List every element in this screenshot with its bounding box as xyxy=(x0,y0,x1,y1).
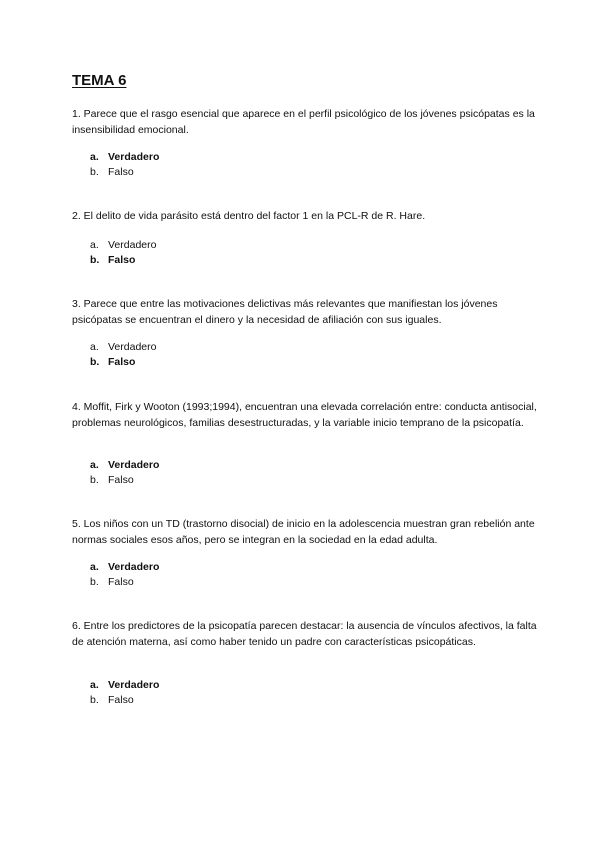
option-a: a. Verdadero xyxy=(90,239,157,251)
question-4-options xyxy=(90,458,159,488)
question-4-text: 4. Moffit, Firk y Wooton (1993;1994), encuentran una elevada correlación entre: conducta antisocial, problemas neurológicos, familias desestructuradas, y la variable inicio temprano de la psicopatía. xyxy=(72,401,537,429)
question-2-options xyxy=(90,238,156,268)
option-a: a. Verdadero xyxy=(90,341,157,353)
question-3-options xyxy=(90,340,156,370)
question-6-text: 6. Entre los predictores de la psicopatía parecen destacar: la ausencia de vínculos afectivos, la falta de atención materna, así como haber tenido un padre con características psicopáticas. xyxy=(72,620,537,648)
option-a: a. Verdadero xyxy=(90,151,160,163)
option-a: a. Verdadero xyxy=(90,679,160,691)
option-b: b. Falso xyxy=(90,576,134,588)
option-b: b. Falso xyxy=(90,474,134,486)
option-b: b. Falso xyxy=(90,694,134,706)
option-a: a. Verdadero xyxy=(90,561,160,573)
question-1-options xyxy=(90,150,159,180)
question-1-text: 1. Parece que el rasgo esencial que aparece en el perfil psicológico de los jóvenes psicópatas es la insensibilidad emocional. xyxy=(72,108,535,136)
question-6-options xyxy=(90,678,159,708)
option-a: a. Verdadero xyxy=(90,459,160,471)
option-b: b. Falso xyxy=(90,166,134,178)
question-3-text: 3. Parece que entre las motivaciones delictivas más relevantes que manifiestan los jóvenes psicópatas se encuentran el dinero y la necesidad de afiliación con sus iguales. xyxy=(72,298,498,326)
option-b: b. Falso xyxy=(90,356,136,368)
question-5-options xyxy=(90,560,159,590)
question-5-text: 5. Los niños con un TD (trastorno disocial) de inicio en la adolescencia muestran gran rebelión ante normas sociales esos años, pero se integran en la sociedad en la edad adulta. xyxy=(72,518,535,546)
question-2-text: 2. El delito de vida parásito está dentro del factor 1 en la PCL-R de R. Hare. xyxy=(72,210,426,222)
option-b: b. Falso xyxy=(90,254,136,266)
page-title: TEMA 6 xyxy=(72,72,127,89)
